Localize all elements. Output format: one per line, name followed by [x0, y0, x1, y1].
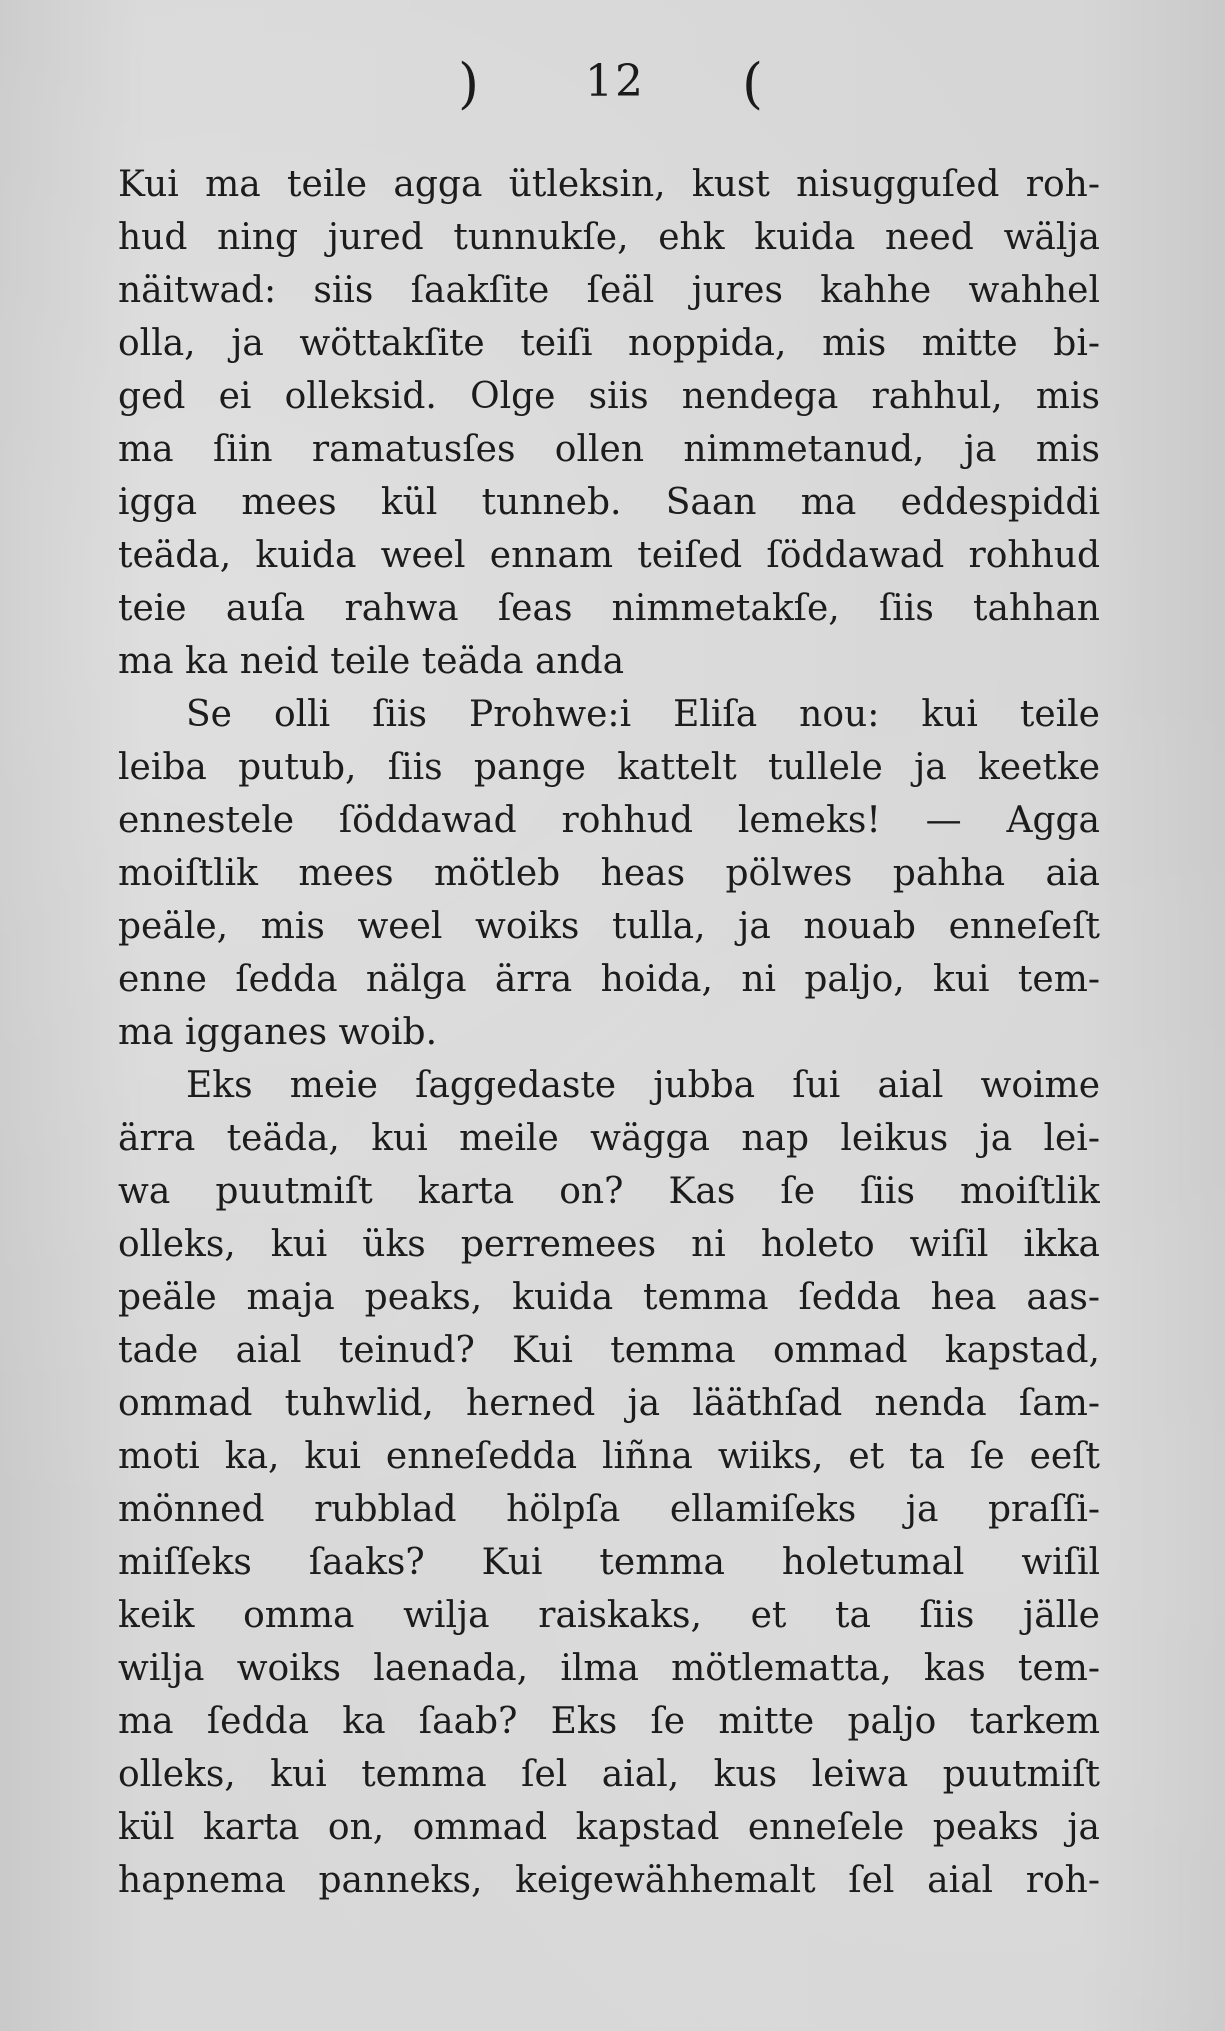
- text-line: hapnema panneks, keigewähhemalt ſel aial roh-: [118, 1860, 1100, 1901]
- text-line: ma ſiin ramatusſes ollen nimmetanud, ja mis: [118, 429, 1100, 470]
- paragraph-start-line: Se olli ſiis Prohwe:i Eliſa nou: kui teile: [186, 694, 1100, 735]
- text-line: moti ka, kui enneſedda liñna wiiks, et ta ſe eeſt: [118, 1436, 1100, 1477]
- text-line: Kui ma teile agga ütleksin, kust nisugguſed roh-: [118, 164, 1100, 205]
- text-line: teäda, kuida weel ennam teiſed ſöddawad rohhud: [118, 535, 1100, 576]
- text-line: wilja woiks laenada, ilma mötlematta, kas tem-: [118, 1648, 1100, 1689]
- text-line: keik omma wilja raiskaks, et ta ſiis jälle: [118, 1595, 1100, 1636]
- text-line: näitwad: siis ſaakſite ſeäl jures kahhe wahhel: [118, 270, 1100, 311]
- header-bracket-right: (: [742, 52, 764, 115]
- text-line: hud ning jured tunnukſe, ehk kuida need wälja: [118, 217, 1100, 258]
- page-number: 12: [585, 56, 645, 107]
- text-line: peäle maja peaks, kuida temma ſedda hea aas-: [118, 1277, 1100, 1318]
- text-line: peäle, mis weel woiks tulla, ja nouab enneſeſt: [118, 906, 1100, 947]
- text-line: ommad tuhwlid, herned ja lääthſad nenda ſam-: [118, 1383, 1100, 1424]
- text-line: igga mees kül tunneb. Saan ma eddespiddi: [118, 482, 1100, 523]
- text-line: ennestele ſöddawad rohhud lemeks! — Agga: [118, 800, 1100, 841]
- text-line: ged ei olleksid. Olge siis nendega rahhul, mis: [118, 376, 1100, 417]
- paragraph-start-line: Eks meie ſaggedaste jubba ſui aial woime: [186, 1065, 1100, 1106]
- text-line: kül karta on, ommad kapstad enneſele peaks ja: [118, 1807, 1100, 1848]
- text-line: ärra teäda, kui meile wägga nap leikus ja lei-: [118, 1118, 1100, 1159]
- text-line: wa puutmiſt karta on? Kas ſe ſiis moiſtlik: [118, 1171, 1100, 1212]
- text-line: ma ſedda ka ſaab? Eks ſe mitte paljo tarkem: [118, 1701, 1100, 1742]
- text-line: moiſtlik mees mötleb heas pölwes pahha aia: [118, 853, 1100, 894]
- text-line: olla, ja wöttakſite teiſi noppida, mis mitte bi-: [118, 323, 1100, 364]
- page-header: [0, 42, 1225, 122]
- text-line: olleks, kui üks perremees ni holeto wiſil ikka: [118, 1224, 1100, 1265]
- text-line: ma igganes woib.: [118, 1012, 438, 1053]
- body-text: [118, 158, 1100, 1907]
- header-bracket-left: ): [458, 52, 480, 115]
- text-line: tade aial teinud? Kui temma ommad kapstad,: [118, 1330, 1100, 1371]
- text-line: olleks, kui temma ſel aial, kus leiwa puutmiſt: [118, 1754, 1100, 1795]
- text-line: leiba putub, ſiis pange kattelt tullele ja keetke: [118, 747, 1100, 788]
- text-line: ma ka neid teile teäda anda: [118, 641, 625, 682]
- text-line: miſſeks ſaaks? Kui temma holetumal wiſil: [118, 1542, 1100, 1583]
- text-line: enne ſedda nälga ärra hoida, ni paljo, kui tem-: [118, 959, 1100, 1000]
- text-line: mönned rubblad hölpſa ellamiſeks ja praſſi-: [118, 1489, 1100, 1530]
- text-line: teie auſa rahwa ſeas nimmetakſe, ſiis tahhan: [118, 588, 1100, 629]
